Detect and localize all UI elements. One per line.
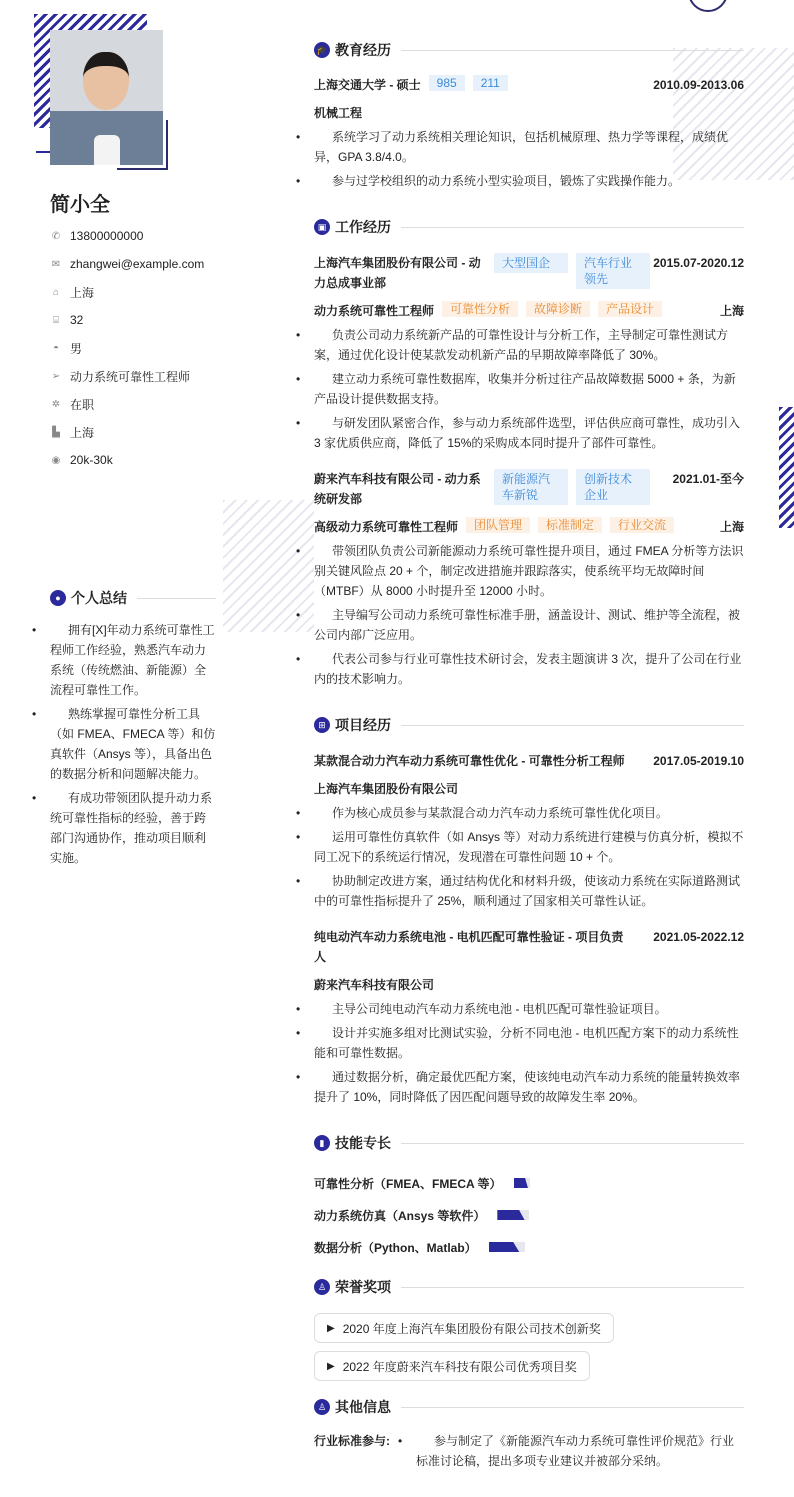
job-date: 2015.07-2020.12 [653,256,744,270]
info-row [50,418,216,446]
list-item: • 与研发团队紧密合作，参与动力系统部件选型，评估供应商可靠性，成功引入 3 家优质供应商，降低了 15%的采购成本同时提升了部件可靠性。 [314,413,744,453]
expand-triangle-icon[interactable]: ▶ [327,1360,335,1372]
summary-heading: ● 个人总结 [50,588,216,608]
list-item: • 运用可靠性仿真软件（如 Ansys 等）对动力系统进行建模与仿真分析，模拟不同工况下的系统运行情况，发现潜在可靠性问题 10 + 个。 [314,827,744,867]
list-item: • 主导编写公司动力系统可靠性标准手册，涵盖设计、测试、维护等全流程，被公司内部广泛应用。 [314,605,744,645]
info-row [50,446,216,474]
age-icon: ⌸ [53,314,59,326]
skill-tag: 产品设计 [598,301,662,317]
company-tag: 创新技术企业 [576,469,650,505]
salary-icon: ◉ [51,454,61,466]
award-item[interactable] [314,1313,614,1343]
list-item: • 协助制定改进方案，通过结构优化和材料升级，使该动力系统在实际道路测试中的可靠性指标提升了 25%，顺利通过了国家相关可靠性认证。 [314,871,744,911]
skill-tag: 标准制定 [538,517,602,533]
decorative-hatch [779,407,794,528]
job-entry [314,253,744,453]
job-header [314,469,744,509]
other-section: ♙ 其他信息 行业标准参与: • 参与制定了《新能源汽车动力系统可靠性评价规范》行业标准讨论稿，提出多项专业建议并被部分采纳。 [314,1397,744,1471]
school-name: 上海交通大学 - 硕士 [314,78,421,92]
skill-level-fill [497,1210,524,1220]
list-item: • 带领团队负责公司新能源动力系统可靠性提升项目，通过 FMEA 分析等方法识别关键风险点 20 + 个，制定改进措施并跟踪落实，使系统平均无故障时间（MTBF）从 8000 小时提升至 12000 小时。 [314,541,744,601]
info-row [50,306,216,334]
home-icon: ⌂ [52,286,60,298]
skill-level-bar [514,1178,530,1188]
skill-tag: 团队管理 [466,517,530,533]
 [314,517,674,537]
job-bullets [314,541,744,689]
skill-level-bar [497,1210,529,1220]
job-role: 动力系统可靠性工程师 [314,304,435,318]
job-city: 上海 [719,520,744,534]
school-tag: 211 [473,75,508,91]
other-label: 行业标准参与: [314,1434,390,1448]
project-date: 2017.05-2019.10 [653,754,744,768]
award-text: 2020 年度上海汽车集团股份有限公司技术创新奖 [342,1321,601,1336]
candidate-name: 简小全 [50,194,110,216]
status-icon: ✲ [51,398,61,410]
expand-triangle-icon[interactable]: ▶ [327,1322,335,1334]
briefcase-icon: ▣ [314,219,330,235]
project-bullets [314,803,744,911]
school-tag: 985 [429,75,465,91]
info-row [50,362,216,390]
award-item[interactable] [314,1351,590,1381]
grid-icon: ⊞ [314,717,330,733]
projects-section: ⊞ 项目经历 某款混合动力汽车动力系统可靠性优化 - 可靠性分析工程师 2017.05-2019.10 上海汽车集团股份有限公司 • 作为核心成员参与某款混合动力汽车动力系统可靠性优化项目。 • 运用可靠性仿真软件（如 Ansys 等）对动力系统进行建模与仿真分析，模拟不同工况下的系统运行情况，发现潜在可靠性问题 10 + 个。 • 协助制定改进方案，通过结构优化和材料升级，使该动力系统在实际道路测试中的可靠性指标提升了 25%，顺利通过了国家相关可靠性认证。 纯电动汽车动力系统电池 - 电机匹配可靠性验证 - 项目负责人 2021.05-2022.12 蔚来汽车科技有限公司 • 主导公司纯电动汽车动力系统电池 - 电机匹配可靠性验证项目。 • 设计并实施多组对比测试实验，分析不同电池 - 电机匹配方案下的动力系统性能和可靠性数据。 • 通过数据分析，确定最优匹配方案，使该纯电动汽车动力系统的能量转换效率提升了 10%，同时降低了因匹配问题导致的故障发生率 20%。 [314,715,744,1107]
skill-item [314,1199,529,1231]
job-entry [314,469,744,689]
list-item: • 主导公司纯电动汽车动力系统电池 - 电机匹配可靠性验证项目。 [314,999,744,1019]
phone-icon: ✆ [51,230,61,242]
job-city: 上海 [719,304,744,318]
company-tag: 汽车行业领先 [576,253,650,289]
 [314,253,650,293]
list-item: • 设计并实施多组对比测试实验，分析不同电池 - 电机匹配方案下的动力系统性能和可靠性数据。 [314,1023,744,1063]
info-row [50,278,216,306]
list-item: • 熟练掌握可靠性分析工具（如 FMEA、FMECA 等）和仿真软件（Ansys 等），具备出色的数据分析和问题解决能力。 [50,704,216,784]
list-item: • 参与过学校组织的动力系统小型实验项目，锻炼了实践操作能力。 [314,171,744,191]
skill-tag: 故障诊断 [526,301,590,317]
summary-list [32,620,216,868]
main-content [314,40,744,1497]
list-item: • 负责公司动力系统新产品的可靠性设计与分析工作，主导制定可靠性测试方案，通过优化设计使某款发动机新产品的早期故障率降低了 30%。 [314,325,744,365]
project-bullets [314,999,744,1107]
decorative-line [36,151,50,153]
skill-name: 可靠性分析（FMEA、FMECA 等） [314,1176,502,1191]
avatar-photo [50,30,163,165]
awards-section: ♙ 荣誉奖项 ▶ 2020 年度上海汽车集团股份有限公司技术创新奖 ▶ 2022 年度蔚来汽车科技有限公司优秀项目奖 [314,1277,744,1381]
info-text: 男 [70,341,83,356]
project-company: 上海汽车集团股份有限公司 [314,782,459,796]
company-name: 上海汽车集团股份有限公司 - 动力总成事业部 [314,256,481,290]
skill-tag: 可靠性分析 [442,301,518,317]
chart-icon: ▮ [314,1135,330,1151]
work-section: ▣ 工作经历 上海汽车集团股份有限公司 - 动力总成事业部 大型国企 汽车行业领先 2015.07-2020.12 动力系统可靠性工程师 可靠性分析 故障诊断 产品设计 上海 • 负责公司动力系统新产品的可靠性设计与分析工作，主导制定可靠性测试方案，通过优化设计使某款发动机新产品的早期故障率降低了 30%。 • 建立动力系统可靠性数据库，收集并分析过往产品故障数据 5000 + 条，为新产品设计提供数据支持。 • 与研发团队紧密合作，参与动力系统部件选型，评估供应商可靠性，成功引入 3 家优质供应商，降低了 15%的采购成本同时提升了部件可靠性。 蔚来汽车科技有限公司 - 动力系统研发部 新能源汽车新锐 创新技术企业 2021.01-至今 高级动力系统可靠性工程师 团队管理 标准制定 行业交流 上海 • 带领团队负责公司新能源动力系统可靠性提升项目，通过 FMEA 分析等方法识别关键风险点 20 + 个，制定改进措施并跟踪落实，使系统平均无故障时间（MTBF）从 8000 小时提升至 12000 小时。 • 主导编写公司动力系统可靠性标准手册，涵盖设计、测试、维护等全流程，被公司内部广泛应用。 • 代表公司参与行业可靠性技术研讨会，发表主题演讲 3 次，提升了公司在行业内的技术影响力。 [314,217,744,689]
send-icon: ➢ [51,370,61,382]
skill-item [314,1231,525,1263]
project-entry [314,751,744,911]
skill-name: 数据分析（Python、Matlab） [314,1240,477,1255]
sidebar [50,188,216,868]
skill-level-fill [489,1242,520,1252]
project-name: 某款混合动力汽车动力系统可靠性优化 - 可靠性分析工程师 [314,754,625,768]
skill-item [314,1167,530,1199]
project-header [314,751,744,771]
info-row [50,250,216,278]
other-item: • 参与制定了《新能源汽车动力系统可靠性评价规范》行业标准讨论稿，提出多项专业建议并被部分采纳。 [416,1431,744,1471]
gender-icon: ◓ [52,342,60,354]
job-bullets [314,325,744,453]
award-text: 2022 年度蔚来汽车科技有限公司优秀项目奖 [342,1359,577,1374]
info-row [50,390,216,418]
decorative-circle [688,0,728,12]
project-entry [314,927,744,1107]
company-tag: 大型国企 [494,253,568,273]
skill-level-bar [489,1242,525,1252]
list-item: • 拥有[X]年动力系统可靠性工程师工作经验，熟悉汽车动力系统（传统燃油、新能源）全流程可靠性工作。 [50,620,216,700]
job-date: 2021.01-至今 [672,472,744,486]
info-text: 32 [70,313,84,327]
building-icon: ▙ [52,426,60,438]
list-item: • 有成功带领团队提升动力系统可靠性指标的经验，善于跨部门沟通协作，推动项目顺利实施。 [50,788,216,868]
skill-tag: 行业交流 [610,517,674,533]
user-icon: ● [50,590,66,606]
education-date: 2010.09-2013.06 [653,78,744,92]
info-row [50,222,216,250]
company-name: 蔚来汽车科技有限公司 - 动力系统研发部 [314,472,481,506]
list-item: • 建立动力系统可靠性数据库，收集并分析过往产品故障数据 5000 + 条，为新产品设计提供数据支持。 [314,369,744,409]
info-text: zhangwei@example.com [70,257,205,271]
project-company: 蔚来汽车科技有限公司 [314,978,435,992]
education-section: 🎓 教育经历 上海交通大学 - 硕士 985 211 2010.09-2013.06 机械工程 • 系统学习了动力系统相关理论知识，包括机械原理、热力学等课程，成绩优异，GPA 3.8/4.0。 • 参与过学校组织的动力系统小型实验项目，锻炼了实践操作能力。 [314,40,744,191]
role-row [314,517,744,537]
skill-name: 动力系统仿真（Ansys 等软件） [314,1208,486,1223]
major: 机械工程 [314,106,363,120]
list-item: • 代表公司参与行业可靠性技术研讨会，发表主题演讲 3 次，提升了公司在行业内的技术影响力。 [314,649,744,689]
graduation-cap-icon: 🎓 [314,42,330,58]
skill-level-fill [514,1178,528,1188]
info-row [50,334,216,362]
list-item: • 系统学习了动力系统相关理论知识，包括机械原理、热力学等课程，成绩优异，GPA 3.8/4.0。 [314,127,744,167]
job-header [314,253,744,293]
info-text: 13800000000 [70,229,144,243]
info-text: 上海 [70,425,95,440]
info-text: 上海 [70,285,95,300]
project-date: 2021.05-2022.12 [653,930,744,944]
mail-icon: ✉ [51,258,61,270]
company-tag: 新能源汽车新锐 [494,469,568,505]
info-text: 在职 [70,397,95,412]
info-icon: ♙ [314,1399,330,1415]
info-text: 20k-30k [70,453,113,467]
award-icon: ♙ [314,1279,330,1295]
role-row [314,301,744,321]
project-header [314,927,744,967]
 [314,469,650,509]
job-role: 高级动力系统可靠性工程师 [314,520,459,534]
 [314,301,662,321]
list-item: • 通过数据分析，确定最优匹配方案，使该纯电动汽车动力系统的能量转换效率提升了 10%，同时降低了因匹配问题导致的故障发生率 20%。 [314,1067,744,1107]
list-item: • 作为核心成员参与某款混合动力汽车动力系统可靠性优化项目。 [314,803,744,823]
info-text: 动力系统可靠性工程师 [70,369,191,384]
skills-section: ▮ 技能专长 可靠性分析（FMEA、FMECA 等） 动力系统仿真（Ansys 等软件） 数据分析（Python、Matlab） [314,1133,744,1263]
project-name: 纯电动汽车动力系统电池 - 电机匹配可靠性验证 - 项目负责人 [314,930,624,964]
